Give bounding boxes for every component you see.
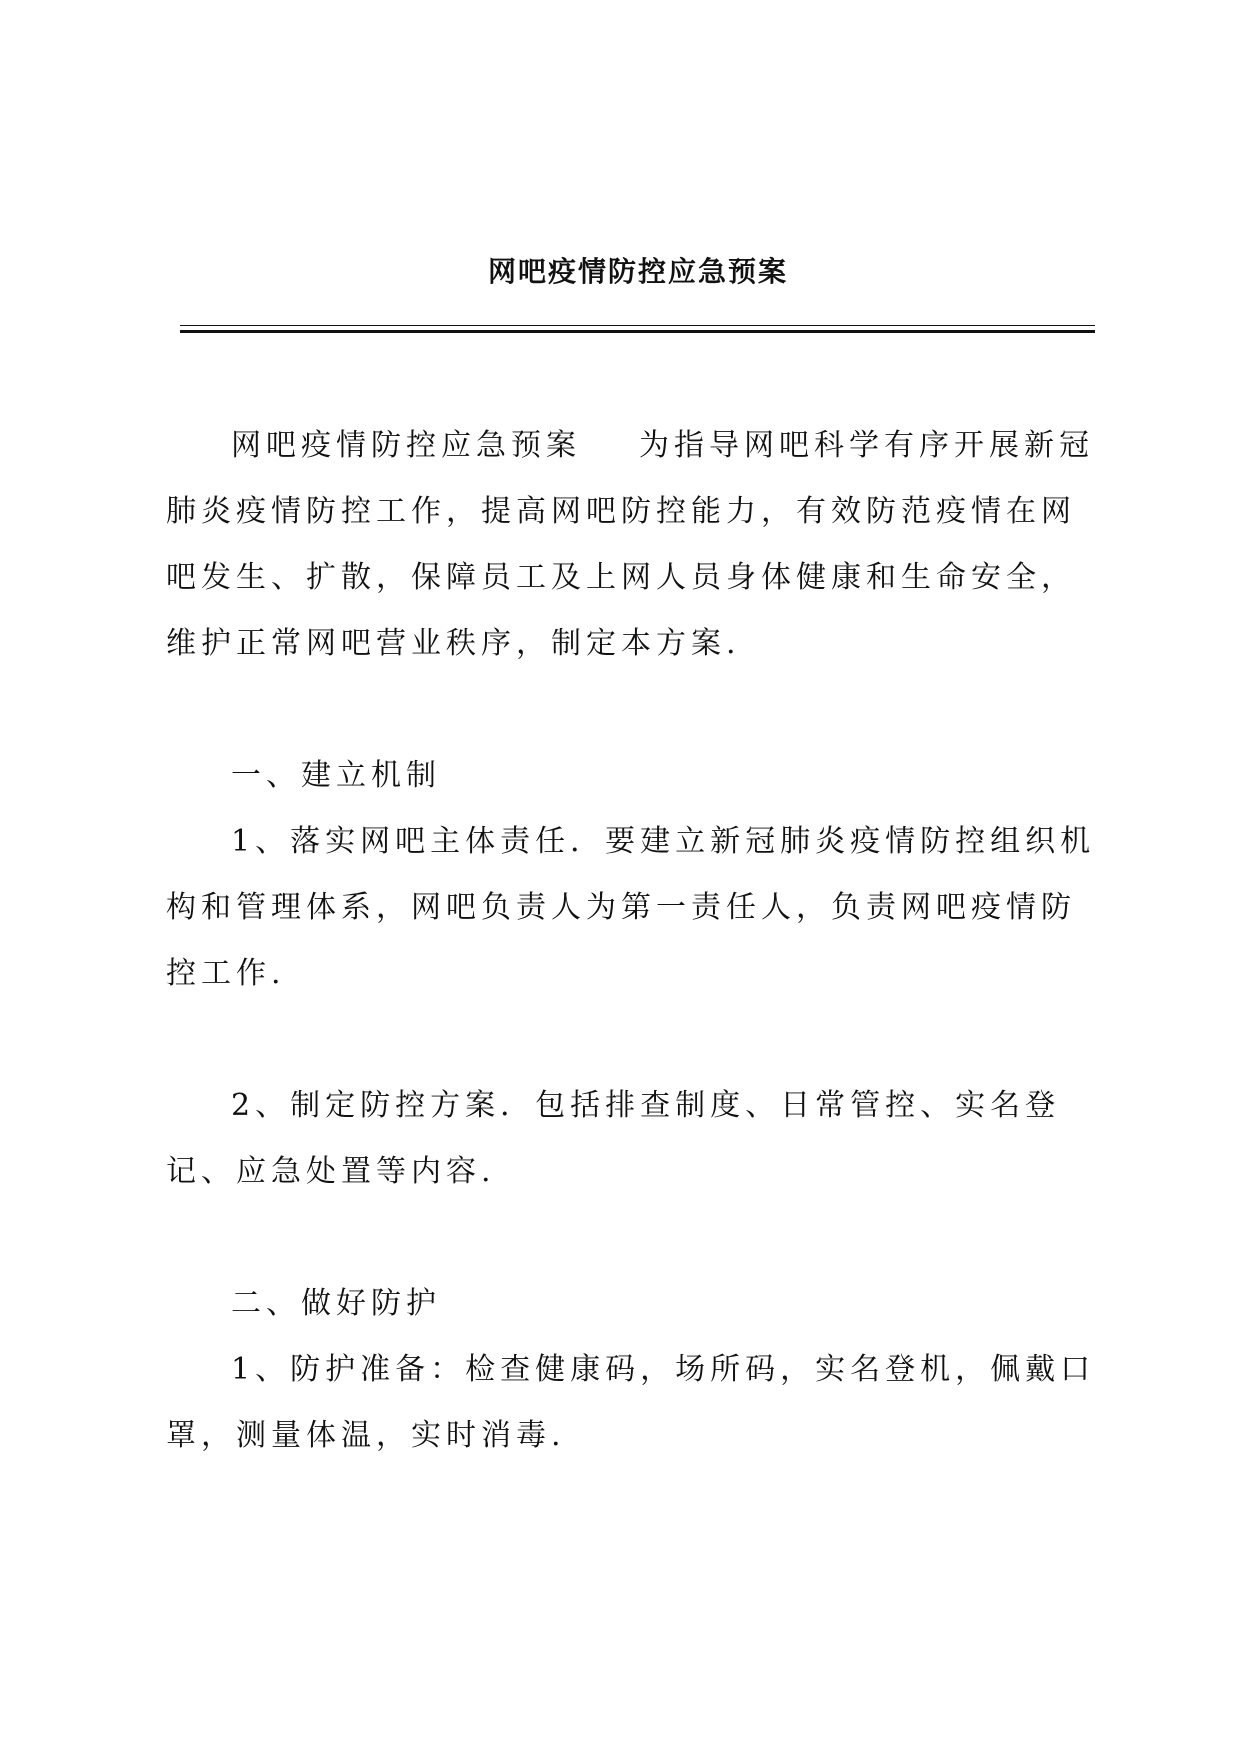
section-item: 1、防护准备：检查健康码，场所码，实名登机，佩戴口罩，测量体温，实时消毒. [166, 1352, 1096, 1453]
intro-paragraph [166, 413, 1096, 677]
section-item: 1、落实网吧主体责任．要建立新冠肺炎疫情防控组织机构和管理体系，网吧负责人为第一责任人，负责网吧疫情防控工作. [166, 824, 1096, 991]
paragraph-spacing [166, 677, 1096, 743]
title-rule-thin [180, 325, 1095, 326]
document-title: 网吧疫情防控应急预案 [487, 255, 788, 288]
section-item: 2、制定防控方案．包括排查制度、日常管控、实名登记、应急处置等内容. [166, 1088, 1061, 1189]
document-body [166, 413, 1096, 1469]
title-rule-thick [180, 330, 1095, 333]
intro-text: 为指导网吧科学有序开展新冠肺炎疫情防控工作，提高网吧防控能力，有效防范疫情在网吧发生、扩散，保障员工及上网人员身体健康和生命安全，维护正常网吧营业秩序，制定本方案. [166, 428, 1094, 661]
paragraph-spacing [166, 1205, 1096, 1271]
intro-heading: 网吧疫情防控应急预案 [231, 428, 581, 463]
section-heading: 一、建立机制 [231, 758, 441, 793]
section-heading: 二、做好防护 [231, 1286, 441, 1321]
paragraph-spacing [166, 1007, 1096, 1073]
